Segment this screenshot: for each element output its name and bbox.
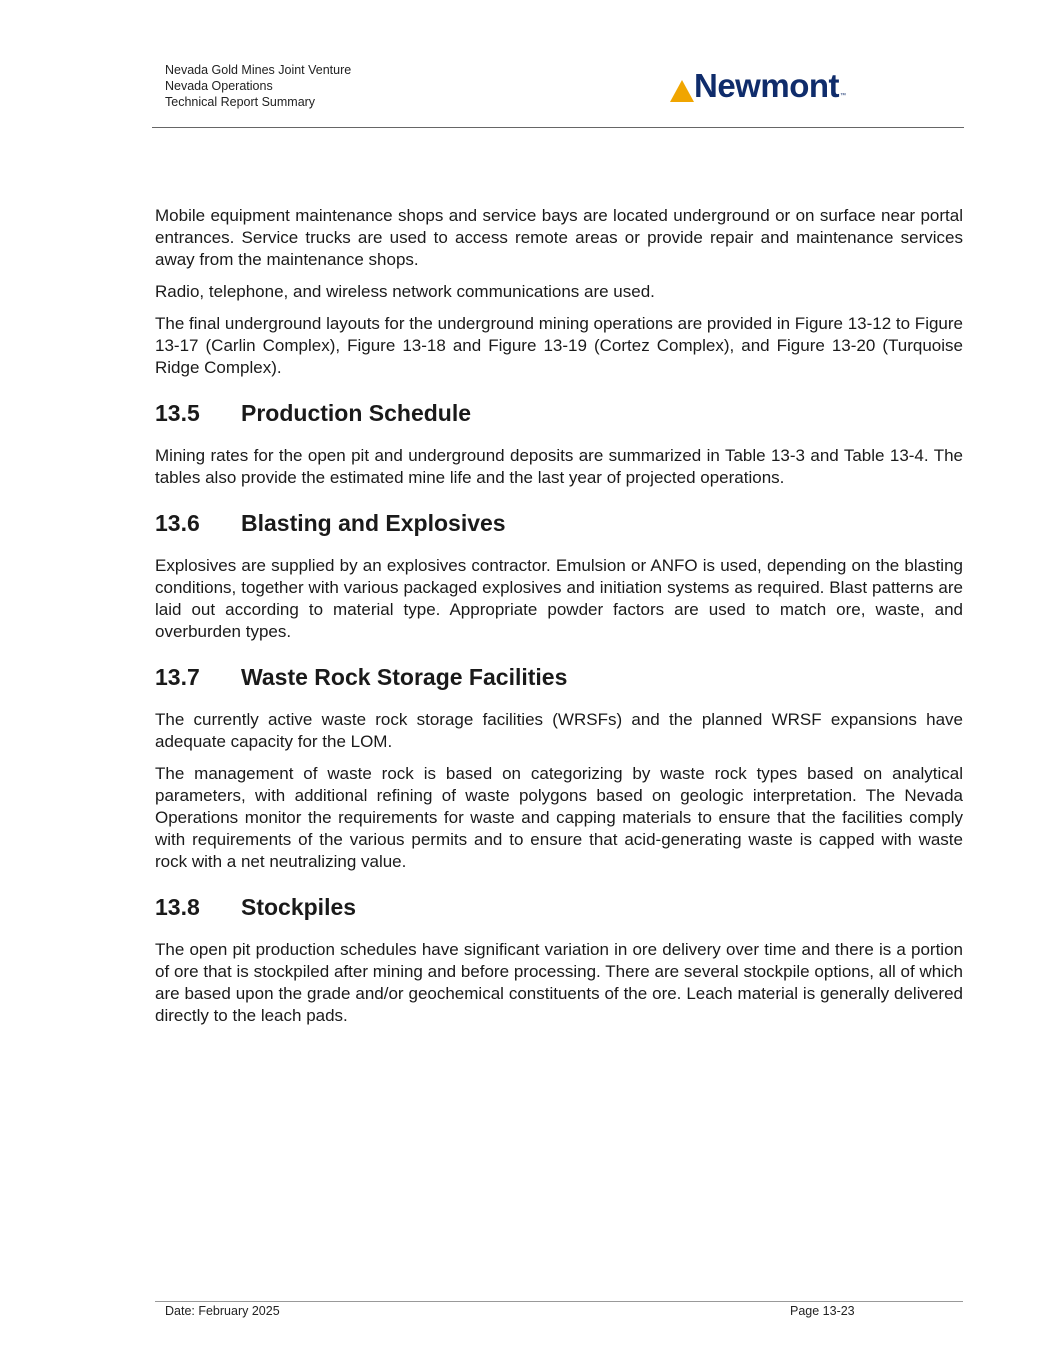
newmont-logo <box>670 68 846 102</box>
footer-divider <box>155 1301 963 1302</box>
paragraph: Mining rates for the open pit and underground deposits are summarized in Table 13-3 and Table 13-4. The tables also provide the estimated mine life and the last year of projected operations. <box>155 446 963 487</box>
section-title: Stockpiles <box>241 894 357 920</box>
section-heading <box>155 509 963 537</box>
header-line-company: Nevada Gold Mines Joint Venture <box>165 63 352 77</box>
header-company-lines <box>165 62 351 110</box>
document-body <box>155 205 963 1037</box>
section-heading <box>155 893 963 921</box>
paragraph: Explosives are supplied by an explosives contractor. Emulsion or ANFO is used, depending on the blasting conditions, together with various packaged explosives and initiation systems as required. Blast patterns are laid out according to material type. Appropriate powder factors are used to match ore, waste, and overburden types. <box>155 556 963 641</box>
paragraph: Mobile equipment maintenance shops and service bays are located underground or on surface near portal entrances. Service trucks are used to access remote areas or provide repair and maintenance services away from the maintenance shops. <box>155 206 963 269</box>
header-line-operations: Nevada Operations <box>165 79 273 93</box>
newmont-triangle-icon <box>670 80 694 102</box>
section-title: Waste Rock Storage Facilities <box>241 664 568 690</box>
header-line-report: Technical Report Summary <box>165 95 316 109</box>
section-heading <box>155 399 963 427</box>
paragraph: Radio, telephone, and wireless network communications are used. <box>155 282 655 301</box>
section-number: 13.7 <box>155 664 200 690</box>
paragraph: The open pit production schedules have significant variation in ore delivery over time and there is a portion of ore that is stockpiled after mining and before processing. There are several stockpile options, all of which are based upon the grade and/or geochemical constituents of the ore. Leach material is generally delivered directly to the leach pads. <box>155 940 963 1025</box>
section-heading <box>155 663 963 691</box>
section-number: 13.6 <box>155 510 200 536</box>
logo-wordmark: Newmont <box>694 67 839 104</box>
paragraph: The management of waste rock is based on categorizing by waste rock types based on analytical parameters, with additional refining of waste polygons based on geologic interpretation. The Nevada Operations monitor the requirements for waste and capping materials to ensure that the facilities comply with requirements of the various permits and to ensure that acid-generating waste is capped with waste rock with a net neutralizing value. <box>155 764 963 871</box>
header-divider <box>152 127 964 128</box>
paragraph: The final underground layouts for the underground mining operations are provided in Figure 13-12 to Figure 13-17 (Carlin Complex), Figure 13-18 and Figure 13-19 (Cortez Complex), and Figure 13-20 (Turquoise Ridge Complex). <box>155 314 963 377</box>
section-title: Blasting and Explosives <box>241 510 506 536</box>
footer-date: Date: February 2025 <box>165 1304 280 1318</box>
logo-trademark: ™ <box>840 93 846 99</box>
paragraph: The currently active waste rock storage facilities (WRSFs) and the planned WRSF expansions have adequate capacity for the LOM. <box>155 710 963 751</box>
footer-page-number: Page 13-23 <box>790 1304 855 1318</box>
section-number: 13.5 <box>155 400 200 426</box>
section-title: Production Schedule <box>241 400 472 426</box>
section-number: 13.8 <box>155 894 200 920</box>
